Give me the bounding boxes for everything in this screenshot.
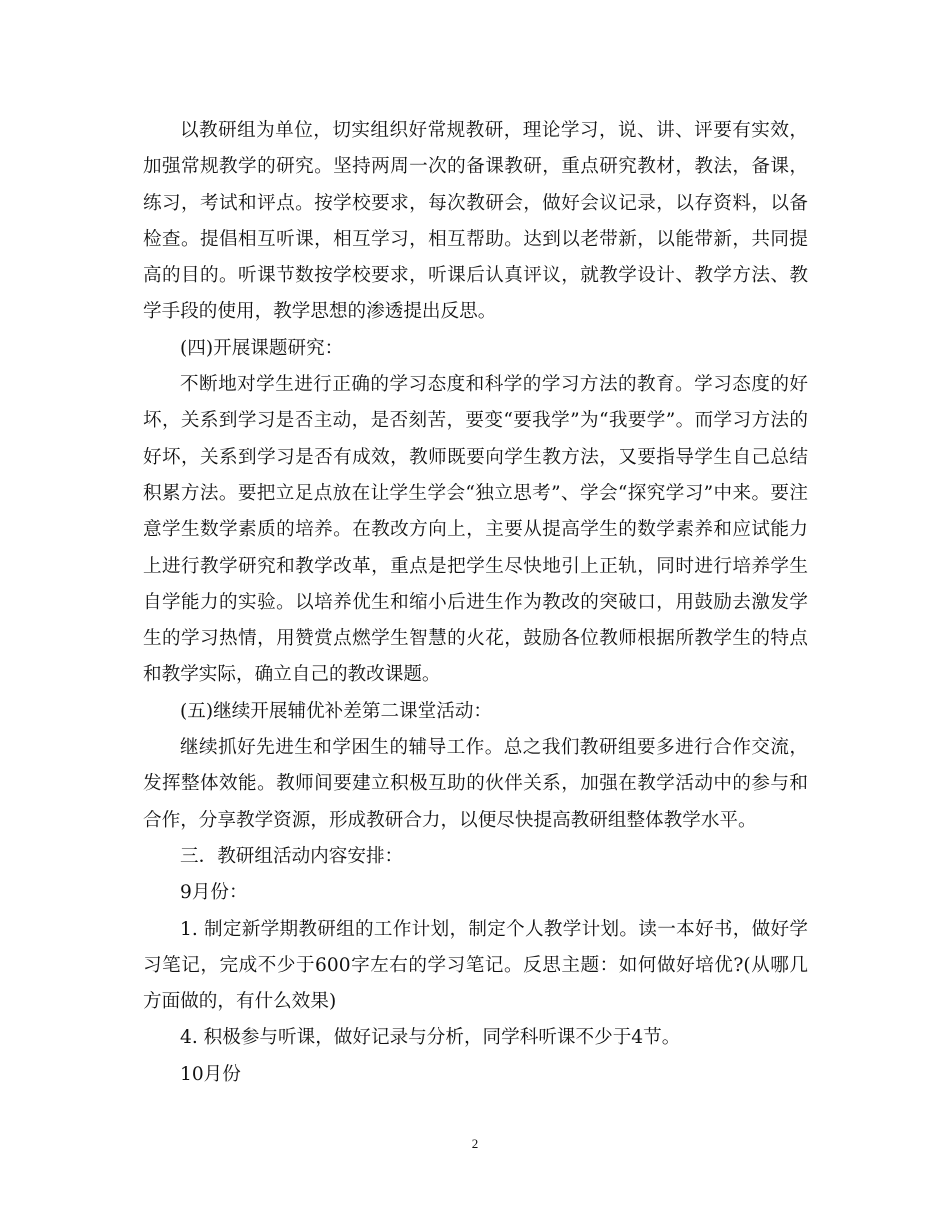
page-number: 2 bbox=[471, 1136, 479, 1151]
paragraph-topic-research: 不断地对学生进行正确的学习态度和科学的学习方法的教育。学习态度的好坏，关系到学习是否主动，是否刻苦，要变“要我学”为“我要学”。而学习方法的好坏，关系到学习是否有成效，教师既要向学生教方法，又要指导学生自己总结积累方法。要把立足点放在让学生学会“独立思考”、学会“探究学习”中来。要注意学生数学素质的培养。在教改方向上，主要从提高学生的数学素养和应试能力上进行教学研究和教学改革，重点是把学生尽快地引上正轨，同时进行培养学生自学能力的实验。以培养优生和缩小后进生作为教改的突破口，用鼓励去激发学生的学习热情，用赞赏点燃学生智慧的火花，鼓励各位教师根据所教学生的特点和教学实际，确立自己的教改课题。 bbox=[143, 374, 808, 686]
list-item-4: 4. 积极参与听课，做好记录与分析，同学科听课不少于4节。 bbox=[180, 1027, 681, 1049]
heading-section-5: (五)继续开展辅优补差第二课堂活动： bbox=[180, 700, 493, 722]
heading-activity-schedule: 三．教研组活动内容安排： bbox=[180, 845, 404, 867]
document-body bbox=[143, 113, 808, 1093]
paragraph-tutoring: 继续抓好先进生和学困生的辅导工作。总之我们教研组要多进行合作交流，发挥整体效能。教师间要建立积极互助的伙伴关系，加强在教学活动中的参与和合作，分享教学资源，形成教研合力，以便尽快提高教研组整体教学水平。 bbox=[143, 737, 808, 831]
heading-september: 9月份： bbox=[180, 882, 248, 904]
paragraph-teaching-research: 以教研组为单位，切实组织好常规教研，理论学习，说、讲、评要有实效，加强常规教学的研究。坚持两周一次的备课教研，重点研究教材，教法，备课，练习，考试和评点。按学校要求，每次教研会，做好会议记录，以存资料，以备检查。提倡相互听课，相互学习，相互帮助。达到以老带新，以能带新，共同提高的目的。听课节数按学校要求，听课后认真评议，就教学设计、教学方法、教学手段的使用，教学思想的渗透提出反思。 bbox=[143, 120, 808, 323]
list-item-1: 1. 制定新学期教研组的工作计划，制定个人教学计划。读一本好书，做好学习笔记，完成不少于600字左右的学习笔记。反思主题：如何做好培优?(从哪几方面做的，有什么效果) bbox=[143, 918, 808, 1013]
heading-section-4: (四)开展课题研究： bbox=[180, 337, 344, 359]
heading-october: 10月份 bbox=[180, 1063, 241, 1085]
